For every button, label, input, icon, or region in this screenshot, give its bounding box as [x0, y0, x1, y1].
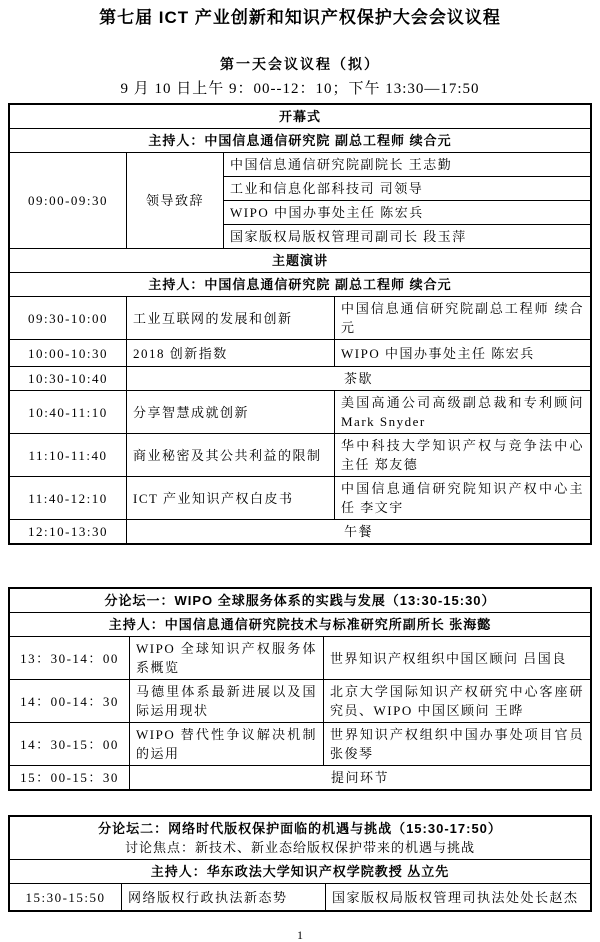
host-line-forum2: 主持人：华东政法大学知识产权学院教授 丛立先: [10, 860, 591, 884]
speaker-cell: 工业和信息化部科技司 司领导: [224, 177, 591, 201]
time-cell: 14：30-15：00: [10, 723, 130, 766]
speaker-cell: 中国信息通信研究院副总工程师 续合元: [335, 297, 591, 340]
table-row: [10, 589, 591, 613]
topic-cell: 网络版权行政执法新态势: [122, 884, 326, 911]
activity-cell: 午餐: [127, 520, 591, 544]
section-header-forum2: [10, 817, 591, 860]
table-row: [10, 434, 591, 477]
time-cell: 10:40-11:10: [10, 391, 127, 434]
table-row: [10, 391, 591, 434]
speaker-cell: 北京大学国际知识产权研究中心客座研究员、WIPO 中国区顾问 王晔: [324, 680, 591, 723]
time-cell: 15:30-15:50: [10, 884, 122, 911]
time-cell: 15：00-15：30: [10, 766, 130, 790]
topic-cell: 商业秘密及其公共利益的限制: [127, 434, 335, 477]
forum2-focus: 讨论焦点：新技术、新业态给版权保护带来的机遇与挑战: [124, 840, 475, 855]
table-row: [10, 520, 591, 544]
table-row: [10, 367, 591, 391]
page-number: 1: [297, 928, 303, 942]
table-row: [10, 680, 591, 723]
speaker-cell: 美国高通公司高级副总裁和专利顾问 Mark Snyder: [335, 391, 591, 434]
speaker-cell: 世界知识产权组织中国办事处项目官员 张俊琴: [324, 723, 591, 766]
page-title: 第七届 ICT 产业创新和知识产权保护大会会议议程: [99, 8, 501, 27]
host-line-opening: 主持人：中国信息通信研究院 副总工程师 续合元: [10, 129, 591, 153]
schedule-time-line: 9 月 10 日上午 9：00--12：10；下午 13:30—17:50: [120, 81, 480, 97]
table-row: [10, 860, 591, 884]
table-row: [10, 766, 591, 790]
morning-agenda-table: [9, 104, 591, 544]
speaker-cell: 华中科技大学知识产权与竞争法中心主任 郑友德: [335, 434, 591, 477]
day-subtitle: 第一天会议议程（拟）: [220, 56, 380, 72]
speaker-cell: 国家版权局版权管理司执法处处长赵杰: [326, 884, 591, 911]
table-row: [10, 723, 591, 766]
topic-cell: 领导致辞: [127, 153, 224, 249]
table-row: [10, 340, 591, 367]
forum2-table: [9, 816, 591, 911]
topic-cell: 2018 创新指数: [127, 340, 335, 367]
forum1-table-wrap: [8, 587, 592, 791]
topic-cell: ICT 产业知识产权白皮书: [127, 477, 335, 520]
time-cell: 09:00-09:30: [10, 153, 127, 249]
time-cell: 14：00-14：30: [10, 680, 130, 723]
speaker-cell: 世界知识产权组织中国区顾问 吕国良: [324, 637, 591, 680]
section-header-opening: 开幕式: [10, 105, 591, 129]
table-row: [10, 613, 591, 637]
speaker-cell: 中国信息通信研究院副院长 王志勤: [224, 153, 591, 177]
forum2-title: 分论坛二：网络时代版权保护面临的机遇与挑战（15:30-17:50）: [98, 821, 502, 836]
table-row: [10, 153, 591, 177]
table-row: [10, 297, 591, 340]
speaker-cell: 国家版权局版权管理司副司长 段玉萍: [224, 225, 591, 249]
speaker-cell: WIPO 中国办事处主任 陈宏兵: [224, 201, 591, 225]
speaker-cell: 中国信息通信研究院知识产权中心主任 李文宇: [335, 477, 591, 520]
topic-cell: 工业互联网的发展和创新: [127, 297, 335, 340]
time-cell: 13：30-14：00: [10, 637, 130, 680]
forum2-table-wrap: [8, 815, 592, 912]
table-row: [10, 273, 591, 297]
time-cell: 09:30-10:00: [10, 297, 127, 340]
table-row: [10, 637, 591, 680]
activity-cell: 提问环节: [130, 766, 591, 790]
forum1-table: [9, 588, 591, 790]
topic-cell: 马德里体系最新进展以及国际运用现状: [130, 680, 324, 723]
morning-agenda-table-wrap: [8, 103, 592, 545]
topic-cell: WIPO 全球知识产权服务体系概览: [130, 637, 324, 680]
table-row: [10, 105, 591, 129]
table-row: [10, 477, 591, 520]
section-header-forum1: 分论坛一：WIPO 全球服务体系的实践与发展（13:30-15:30）: [10, 589, 591, 613]
time-cell: 10:30-10:40: [10, 367, 127, 391]
time-cell: 11:40-12:10: [10, 477, 127, 520]
table-row: [10, 817, 591, 860]
table-row: [10, 884, 591, 911]
topic-cell: 分享智慧成就创新: [127, 391, 335, 434]
table-row: [10, 249, 591, 273]
host-line-forum1: 主持人：中国信息通信研究院技术与标准研究所副所长 张海懿: [10, 613, 591, 637]
host-line-keynote: 主持人：中国信息通信研究院 副总工程师 续合元: [10, 273, 591, 297]
activity-cell: 茶歇: [127, 367, 591, 391]
time-cell: 12:10-13:30: [10, 520, 127, 544]
section-header-keynote: 主题演讲: [10, 249, 591, 273]
speaker-cell: WIPO 中国办事处主任 陈宏兵: [335, 340, 591, 367]
time-cell: 10:00-10:30: [10, 340, 127, 367]
table-row: [10, 129, 591, 153]
topic-cell: WIPO 替代性争议解决机制的运用: [130, 723, 324, 766]
time-cell: 11:10-11:40: [10, 434, 127, 477]
